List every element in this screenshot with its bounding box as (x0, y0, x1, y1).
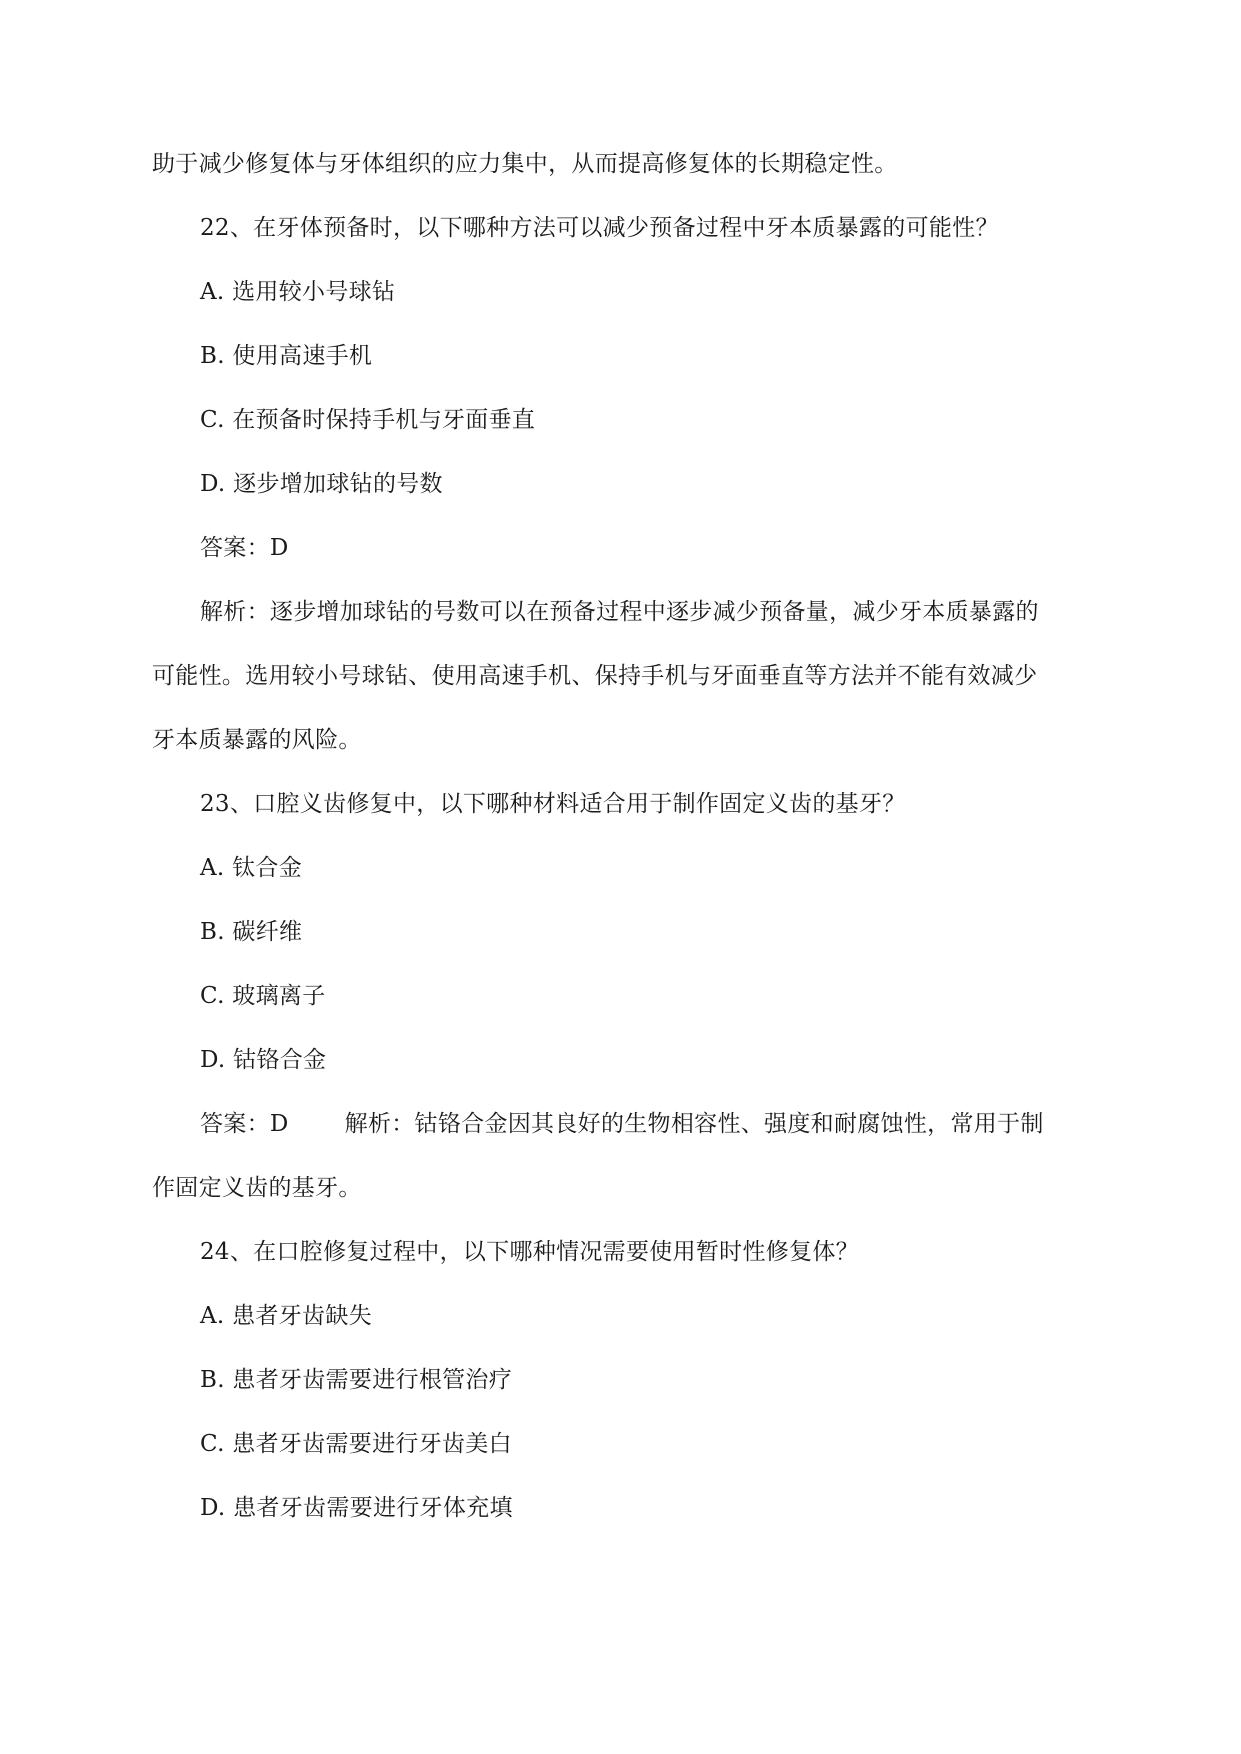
question-24-option-c: C. 患者牙齿需要进行牙齿美白 (200, 1431, 512, 1457)
question-22-analysis-line-2: 可能性。选用较小号球钻、使用高速手机、保持手机与牙面垂直等方法并不能有效减少 (152, 663, 1038, 689)
question-22-option-b: B. 使用高速手机 (200, 343, 373, 369)
question-22-stem: 22、在牙体预备时，以下哪种方法可以减少预备过程中牙本质暴露的可能性？ (200, 215, 999, 241)
question-23-analysis-line-1: 解析：钴铬合金因其良好的生物相容性、强度和耐腐蚀性，常用于制 (344, 1111, 1044, 1137)
question-23-answer: 答案：D (200, 1111, 289, 1137)
question-22-analysis-line-3: 牙本质暴露的风险。 (152, 727, 362, 753)
question-23-option-b: B. 碳纤维 (200, 919, 303, 945)
question-22-option-a: A. 选用较小号球钻 (200, 279, 396, 305)
question-22-option-d: D. 逐步增加球钻的号数 (200, 471, 443, 497)
question-24-stem: 24、在口腔修复过程中，以下哪种情况需要使用暂时性修复体？ (200, 1239, 859, 1265)
question-23-option-c: C. 玻璃离子 (200, 983, 326, 1009)
question-23-analysis-line-2: 作固定义齿的基牙。 (152, 1175, 362, 1201)
question-23-answer-analysis-line (200, 1108, 1044, 1140)
intro-continuation-line: 助于减少修复体与牙体组织的应力集中，从而提高修复体的长期稳定性。 (152, 151, 898, 177)
question-23-option-a: A. 钛合金 (200, 855, 303, 881)
question-22-answer: 答案：D (200, 535, 289, 561)
question-24-option-b: B. 患者牙齿需要进行根管治疗 (200, 1367, 513, 1393)
question-22-option-c: C. 在预备时保持手机与牙面垂直 (200, 407, 536, 433)
question-23-option-d: D. 钴铬合金 (200, 1047, 327, 1073)
question-23-stem: 23、口腔义齿修复中，以下哪种材料适合用于制作固定义齿的基牙？ (200, 791, 906, 817)
question-22-analysis-line-1: 解析：逐步增加球钻的号数可以在预备过程中逐步减少预备量，减少牙本质暴露的 (200, 599, 1039, 625)
question-24-option-a: A. 患者牙齿缺失 (200, 1303, 372, 1329)
question-24-option-d: D. 患者牙齿需要进行牙体充填 (200, 1495, 513, 1521)
